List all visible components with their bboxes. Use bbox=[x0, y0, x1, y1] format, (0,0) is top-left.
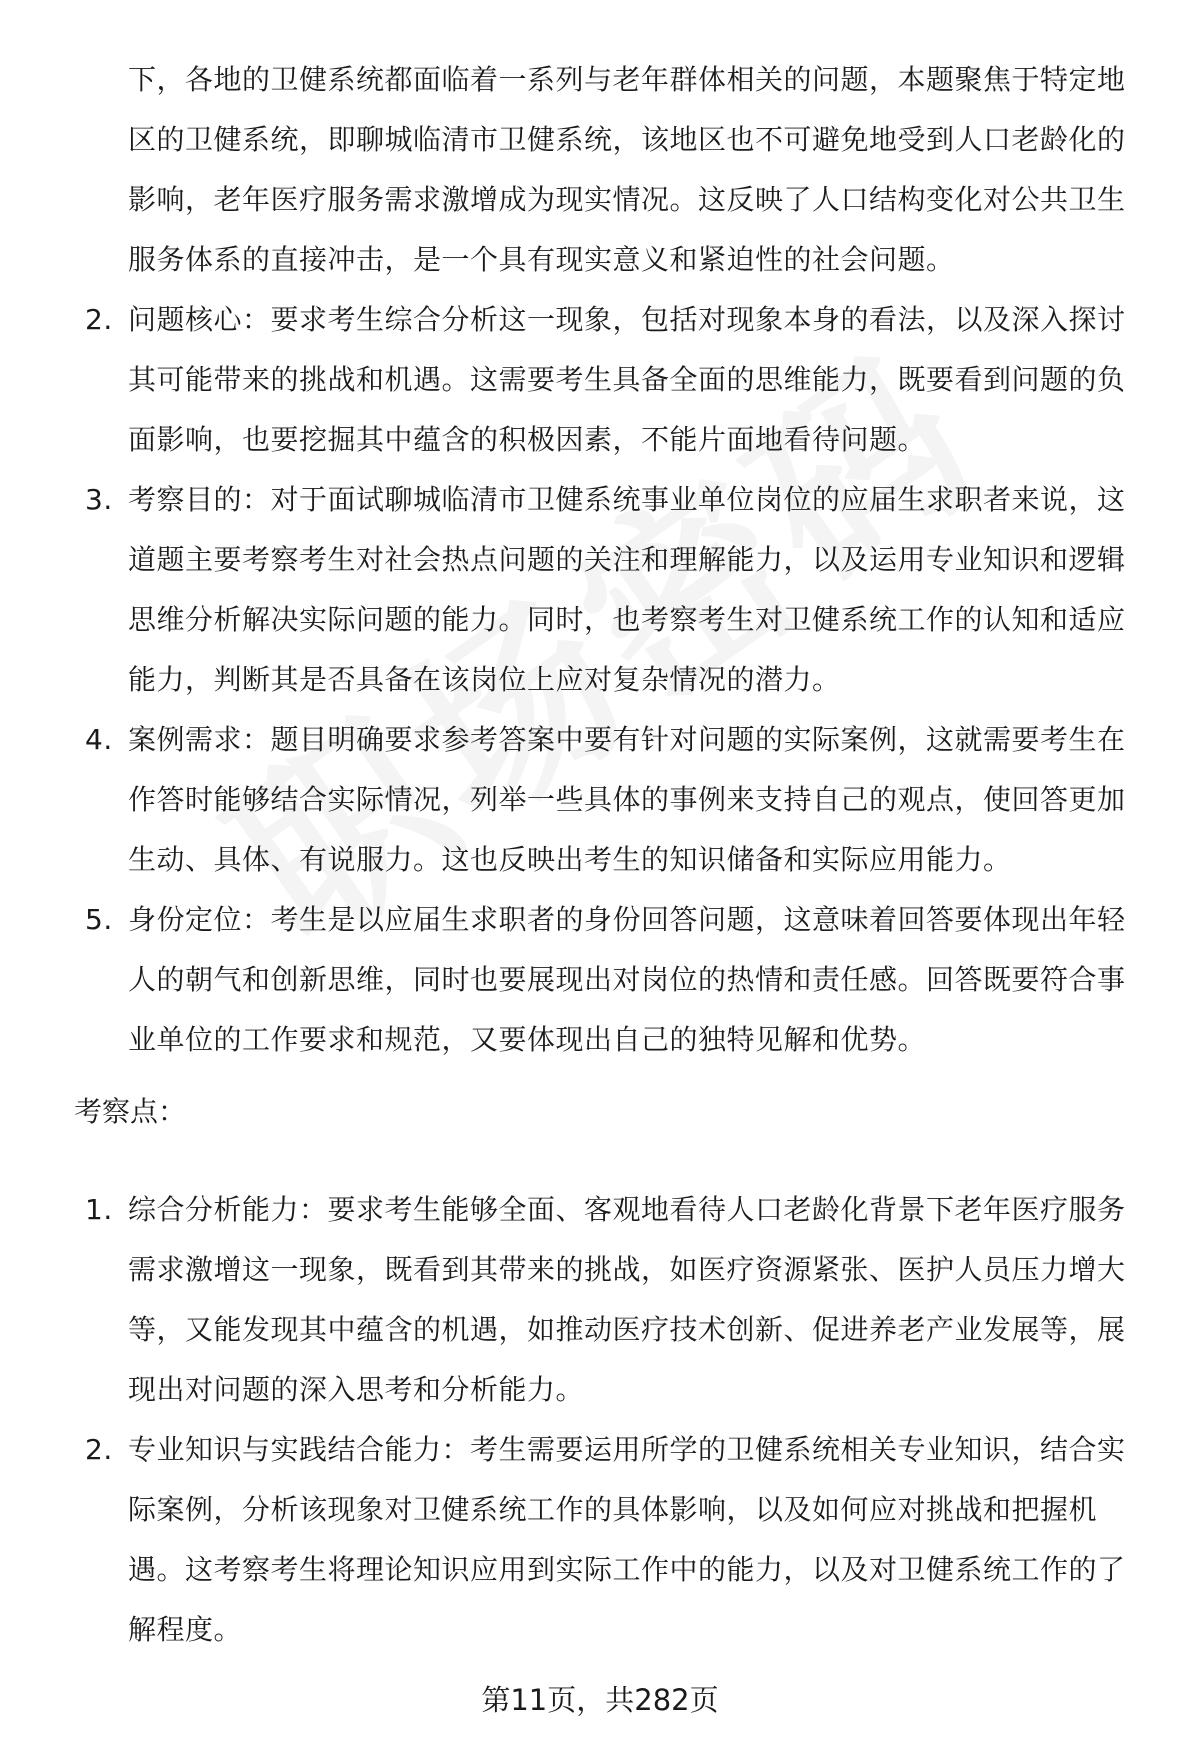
list-item-text: 问题核心：要求考生综合分析这一现象，包括对现象本身的看法，以及深入探讨其可能带来的挑战和机遇。这需要考生具备全面的思维能力，既要看到问题的负面影响，也要挖掘其中蕴含的积极因素，不能片面地看待问题。 bbox=[128, 303, 1126, 456]
list-item bbox=[0, 710, 1138, 890]
list-item-number: 3. bbox=[85, 483, 113, 516]
list-item-text: 专业知识与实践结合能力：考生需要运用所学的卫健系统相关专业知识，结合实际案例，分析该现象对卫健系统工作的具体影响，以及如何应对挑战和把握机遇。这考察考生将理论知识应用到实际工作中的能力，以及对卫健系统工作的了解程度。 bbox=[128, 1433, 1126, 1646]
list-item bbox=[0, 890, 1138, 1070]
continuation-paragraph: 下，各地的卫健系统都面临着一系列与老年群体相关的问题，本题聚焦于特定地区的卫健系统，即聊城临清市卫健系统，该地区也不可避免地受到人口老龄化的影响，老年医疗服务需求激增成为现实情况。这反映了人口结构变化对公共卫生服务体系的直接冲击，是一个具有现实意义和紧迫性的社会问题。 bbox=[128, 63, 1126, 276]
list-item-number: 2. bbox=[85, 1433, 113, 1466]
section-heading: 考察点： bbox=[74, 1095, 187, 1128]
list-item-text: 考察目的：对于面试聊城临清市卫健系统事业单位岗位的应届生求职者来说，这道题主要考察考生对社会热点问题的关注和理解能力，以及运用专业知识和逻辑思维分析解决实际问题的能力。同时，也考察考生对卫健系统工作的认知和适应能力，判断其是否具备在该岗位上应对复杂情况的潜力。 bbox=[128, 483, 1126, 696]
list-item-text: 案例需求：题目明确要求参考答案中要有针对问题的实际案例，这就需要考生在作答时能够结合实际情况，列举一些具体的事例来支持自己的观点，使回答更加生动、具体、有说服力。这也反映出考生的知识储备和实际应用能力。 bbox=[128, 723, 1126, 876]
list-item bbox=[0, 290, 1138, 470]
list-item-text: 身份定位：考生是以应届生求职者的身份回答问题，这意味着回答要体现出年轻人的朝气和创新思维，同时也要展现出对岗位的热情和责任感。回答既要符合事业单位的工作要求和规范，又要体现出自己的独特见解和优势。 bbox=[128, 903, 1126, 1056]
list-item bbox=[0, 470, 1138, 710]
list-item bbox=[0, 1180, 1138, 1420]
page-footer: 第11页，共282页 bbox=[481, 1683, 719, 1717]
list-item-number: 2. bbox=[85, 303, 113, 336]
examine-list bbox=[0, 1180, 1200, 1660]
list-item bbox=[0, 1420, 1138, 1660]
list-item-number: 1. bbox=[85, 1193, 113, 1226]
list-item-number: 5. bbox=[85, 903, 113, 936]
list-item-text: 综合分析能力：要求考生能够全面、客观地看待人口老龄化背景下老年医疗服务需求激增这一现象，既看到其带来的挑战，如医疗资源紧张、医护人员压力增大等，又能发现其中蕴含的机遇，如推动医疗技术创新、促进养老产业发展等，展现出对问题的深入思考和分析能力。 bbox=[128, 1193, 1126, 1406]
list-item-number: 4. bbox=[85, 723, 113, 756]
analysis-list bbox=[0, 290, 1200, 1070]
